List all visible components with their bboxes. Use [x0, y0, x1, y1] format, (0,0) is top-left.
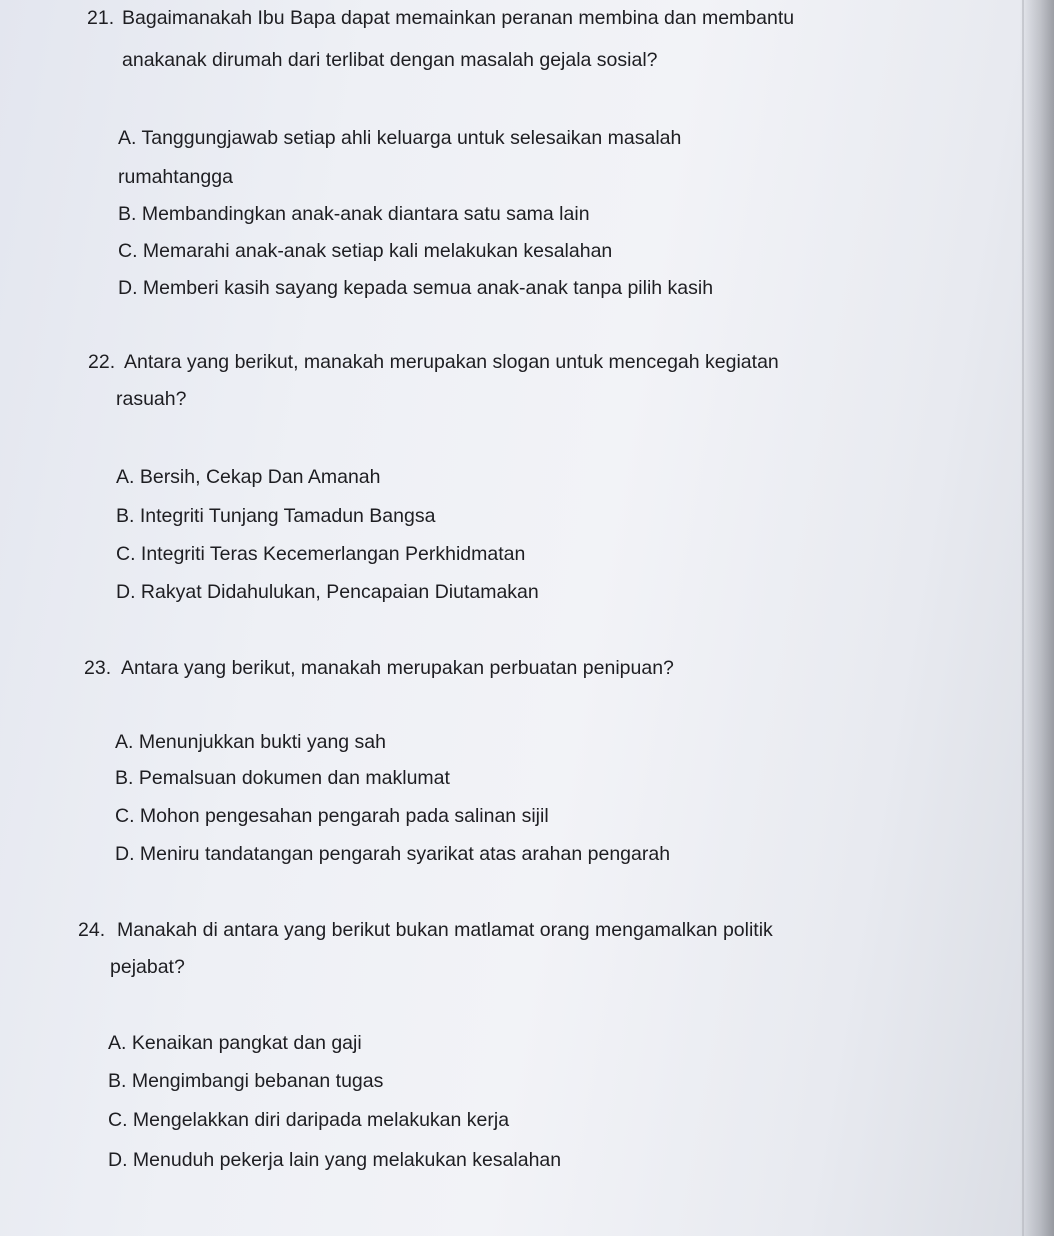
question-stem-line: anakanak dirumah dari terlibat dengan masalah gejala sosial? [122, 49, 658, 71]
option-d: D. Meniru tandatangan pengarah syarikat atas arahan pengarah [115, 843, 671, 865]
option-a-continued: rumahtangga [118, 166, 233, 188]
question-number: 22. [88, 351, 116, 373]
option-c: C. Memarahi anak-anak setiap kali melakukan kesalahan [118, 240, 613, 262]
option-a: A. Tanggungjawab setiap ahli keluarga untuk selesaikan masalah [118, 127, 682, 149]
option-c: C. Integriti Teras Kecemerlangan Perkhidmatan [116, 543, 526, 565]
option-b: B. Pemalsuan dokumen dan maklumat [115, 767, 450, 789]
question-stem-line: pejabat? [110, 956, 185, 978]
question-number: 21. [87, 7, 115, 29]
question-stem-line: Bagaimanakah Ibu Bapa dapat memainkan peranan membina dan membantu [122, 7, 795, 29]
question-stem-line: Antara yang berikut, manakah merupakan slogan untuk mencegah kegiatan [124, 351, 779, 373]
option-b: B. Integriti Tunjang Tamadun Bangsa [116, 505, 436, 527]
question-stem-line: Antara yang berikut, manakah merupakan perbuatan penipuan? [121, 657, 674, 679]
option-b: B. Membandingkan anak-anak diantara satu sama lain [118, 203, 590, 225]
option-c: C. Mohon pengesahan pengarah pada salinan sijil [115, 805, 549, 827]
option-a: A. Kenaikan pangkat dan gaji [108, 1032, 362, 1054]
option-b: B. Mengimbangi bebanan tugas [108, 1070, 384, 1092]
option-c: C. Mengelakkan diri daripada melakukan kerja [108, 1109, 510, 1131]
page-edge-shadow [1020, 0, 1054, 1236]
option-d: D. Memberi kasih sayang kepada semua anak-anak tanpa pilih kasih [118, 277, 714, 299]
option-d: D. Rakyat Didahulukan, Pencapaian Diutamakan [116, 581, 539, 603]
question-stem-line: rasuah? [116, 388, 187, 410]
question-stem-line: Manakah di antara yang berikut bukan matlamat orang mengamalkan politik [117, 919, 773, 941]
option-a: A. Menunjukkan bukti yang sah [115, 731, 387, 753]
option-a: A. Bersih, Cekap Dan Amanah [116, 466, 381, 488]
question-number: 23. [84, 657, 112, 679]
option-d: D. Menuduh pekerja lain yang melakukan kesalahan [108, 1149, 562, 1171]
question-number: 24. [78, 919, 106, 941]
